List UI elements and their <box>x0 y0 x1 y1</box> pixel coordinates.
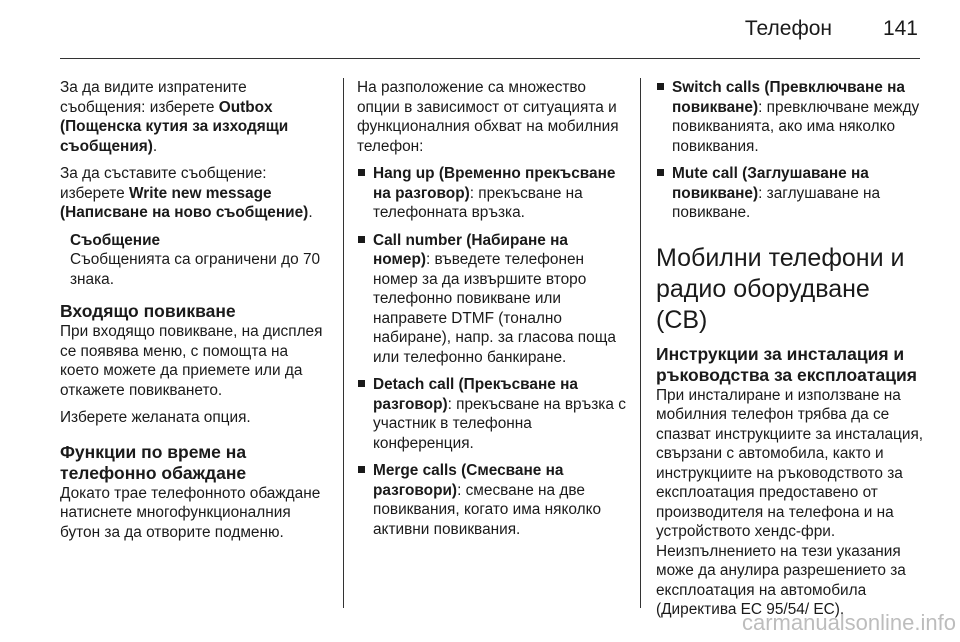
paragraph-incoming-call: При входящо повикване, на дисплея се появява меню, с помощта на което можете да приемете или да откажете повикването. <box>60 323 323 399</box>
list-item: Hang up (Временно прекъсване на разговор): прекъсване на телефонната връзка. <box>357 164 629 223</box>
bullet-square-icon <box>657 83 664 90</box>
paragraph-options-intro: На разположение са множество опции в зависимост от ситуацията и функционалния обхват на мобилния телефон: <box>357 79 619 155</box>
page-title: Телефон <box>744 17 832 40</box>
column-divider <box>343 78 344 608</box>
note-block <box>60 231 330 290</box>
note-title: Съобщение <box>70 231 161 249</box>
subheading-instructions: Инструкции за инсталация и ръководства за експлоатация <box>656 343 917 385</box>
paragraph-write-message: За да съставите съобщение: изберете Write new message (Написване на ново съобщение). <box>60 165 313 221</box>
bullet-square-icon <box>657 169 664 176</box>
list-item: Call number (Набиране на номер): въведете телефонен номер за да извършите второ телефонно повикване или направете DTMF (тонално набиране), напр. за гласова поща или телефонно банкиране. <box>357 231 629 368</box>
heading-during-call: Функции по време на телефонно обаждане <box>60 441 247 483</box>
paragraph-select-option: Изберете желаната опция. <box>60 409 251 426</box>
column-divider <box>640 78 641 608</box>
list-item: Switch calls (Превключване на повикване): превключване между повикванията, ако има няколко повиквания. <box>656 78 926 156</box>
paragraph-outbox: За да видите изпратените съобщения: изберете Outbox (Пощенска кутия за изходящи съобщения). <box>60 79 289 155</box>
note-text: Съобщенията са ограничени до 70 знака. <box>70 251 321 288</box>
column-middle <box>357 78 629 547</box>
heading-incoming-call: Входящо повикване <box>60 301 236 321</box>
column-right <box>656 78 926 628</box>
watermark: carmanualsonline.info <box>741 610 956 635</box>
page-number: 141 <box>882 17 918 40</box>
list-item: Merge calls (Смесване на разговори): смесване на две повиквания, когато има няколко активни повиквания. <box>357 461 629 539</box>
column-left <box>60 78 330 550</box>
bullet-square-icon <box>358 236 365 243</box>
bullet-square-icon <box>358 169 365 176</box>
paragraph-instructions: При инсталиране и използване на мобилния телефон трябва да се спазват инструкциите за инсталация, свързани с автомобила, както и инструкциите на ръководството за експлоатация предоставено от производителя на телефона и на устройството хендс-фри. Неизпълнението на тези указания може да анулира разрешението за експлоатация на автомобила (Директива ЕС 95/54/ ЕС). <box>656 386 924 618</box>
paragraph-during-call: Докато трае телефонното обаждане натиснете многофункционалния бутон за да отворите подменю. <box>60 484 321 541</box>
section-title-mobile-phones: Мобилни телефони и радио оборудване (CB) <box>656 243 905 334</box>
bullet-square-icon <box>358 380 365 387</box>
page-header <box>60 0 920 59</box>
bullet-square-icon <box>358 466 365 473</box>
list-item: Mute call (Заглушаване на повикване): заглушаване на повикване. <box>656 164 926 223</box>
list-item: Detach call (Прекъсване на разговор): прекъсване на връзка с участник в телефонна конференция. <box>357 375 629 453</box>
